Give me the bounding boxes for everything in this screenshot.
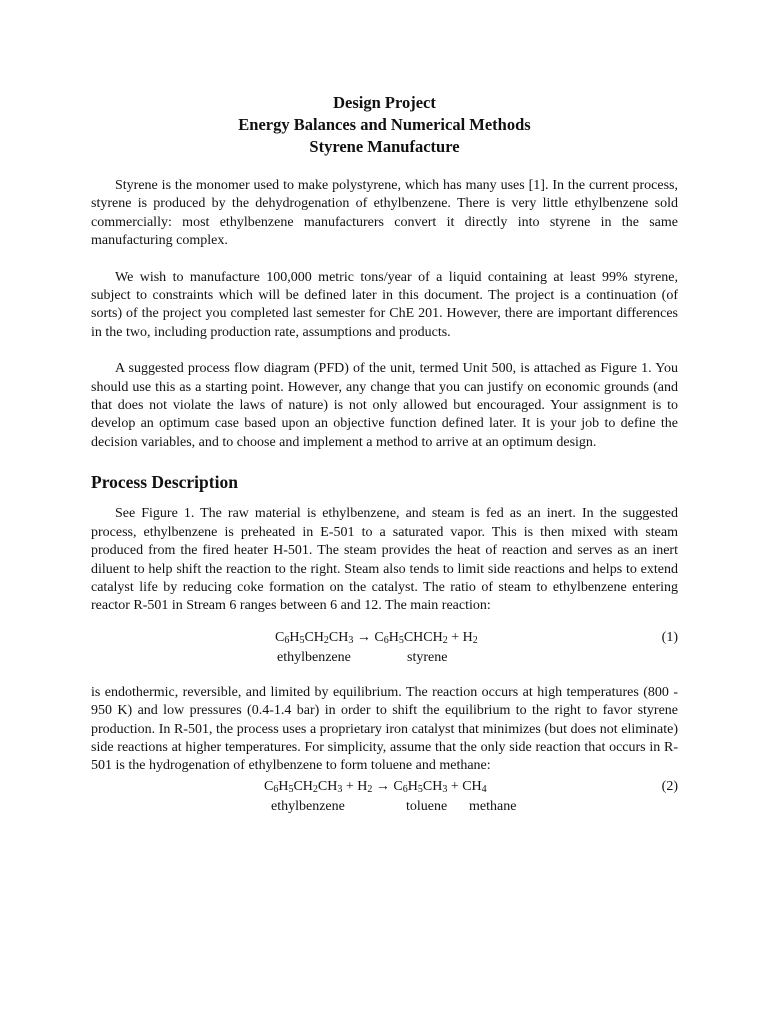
equation-2 bbox=[91, 778, 678, 818]
reaction-notes-paragraph: is endothermic, reversible, and limited by equilibrium. The reaction occurs at high temperatures (800 - 950 K) and low pressures (0.4-1.4 bar) in order to shift the equilibrium to the right to favor styrene production. In R-501, the process uses a proprietary iron catalyst that minimizes (but does not eliminate) side reactions at higher temperatures. For simplicity, assume that the only side reaction that occurs in R-501 is the hydrogenation of ethylbenzene to form toluene and methane: bbox=[91, 684, 678, 774]
goal-paragraph: We wish to manufacture 100,000 metric tons/year of a liquid containing at least 99% styrene, subject to constraints which will be defined later in this document. The project is a continuation (of sorts) of the project you completed last semester for ChE 201. However, there are important differences in the two, including production rate, assumptions and products. bbox=[91, 269, 678, 340]
document-page bbox=[91, 92, 678, 818]
equation-1-number: (1) bbox=[661, 629, 678, 645]
equation-1-label-reactant: ethylbenzene bbox=[277, 649, 351, 665]
equation-1 bbox=[91, 629, 678, 669]
title-line-2: Energy Balances and Numerical Methods bbox=[238, 115, 531, 134]
pfd-paragraph: A suggested process flow diagram (PFD) of the unit, termed Unit 500, is attached as Figure 1. You should use this as a starting point. However, any change that you can justify on economic grounds (and that does not violate the laws of nature) is not only allowed but encouraged. Your assignment is to develop an optimum case based upon an objective function defined later. It is your job to define the decision variables, and to choose and implement a method to arrive at an optimum design. bbox=[91, 361, 678, 450]
equation-2-label-product-2: methane bbox=[469, 798, 517, 814]
title-line-1: Design Project bbox=[333, 93, 436, 112]
equation-1-label-product: styrene bbox=[407, 649, 448, 665]
title-line-3: Styrene Manufacture bbox=[309, 137, 460, 156]
equation-2-label-reactant: ethylbenzene bbox=[271, 798, 345, 814]
intro-paragraph: Styrene is the monomer used to make polystyrene, which has many uses [1]. In the current process, styrene is produced by the dehydrogenation of ethylbenzene. There is very little ethylbenzene sold commercially: most ethylbenzene manufacturers convert it directly into styrene in the same manufacturing complex. bbox=[91, 178, 678, 249]
equation-2-label-product-1: toluene bbox=[406, 798, 448, 814]
section-heading: Process Description bbox=[91, 472, 238, 493]
equation-1-formula: $C_6H_5CH_2CH_3$ → $C_6H_5CHCH_2 + H_2$ bbox=[275, 629, 478, 646]
equation-2-number: (2) bbox=[661, 778, 678, 794]
process-paragraph: See Figure 1. The raw material is ethylbenzene, and steam is fed as an inert. In the suggested process, ethylbenzene is preheated in E-501 to a saturated vapor. This is then mixed with steam produced from the fired heater H-501. The steam provides the heat of reaction and serves as an inert diluent to help shift the reaction to the right. Steam also tends to limit side reactions and helps to extend catalyst life by reducing coke formation on the catalyst. The ratio of steam to ethylbenzene entering reactor R-501 in Stream 6 ranges between 6 and 12. The main reaction: bbox=[91, 506, 678, 614]
document-title bbox=[91, 92, 678, 158]
equation-2-formula: $C_6H_5CH_2CH_3 + H_2 \to C_6H_5CH_3 + CH_4$ bbox=[264, 778, 487, 795]
